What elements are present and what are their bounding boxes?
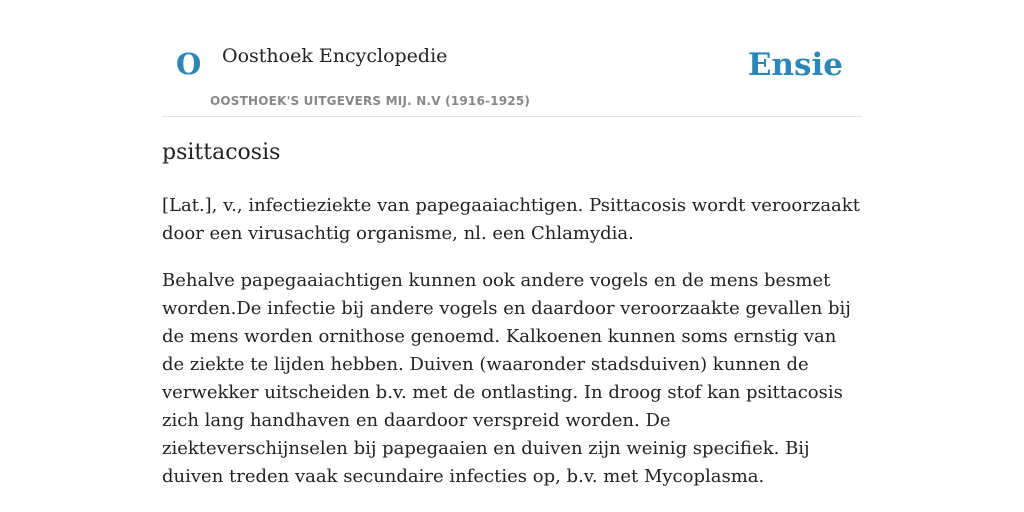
entry-title: psittacosis <box>162 140 281 165</box>
publisher-label: OOSTHOEK'S UITGEVERS MIJ. N.V (1916-1925) <box>210 94 531 108</box>
entry-body <box>162 192 862 510</box>
header <box>162 0 862 117</box>
page-container <box>162 0 862 487</box>
logo-letter-icon[interactable]: O <box>176 47 202 81</box>
ensie-brand-logo[interactable]: Ensie <box>747 47 843 83</box>
entry-paragraph: [Lat.], v., infectieziekte van papegaaiachtigen. Psittacosis wordt veroorzaakt door een virusachtig organisme, nl. een Chlamydia. <box>162 195 860 244</box>
site-title-link[interactable]: Oosthoek Encyclopedie <box>222 45 448 67</box>
entry-paragraph: Behalve papegaaiachtigen kunnen ook andere vogels en de mens besmet worden.De infectie bij andere vogels en daardoor veroorzaakte gevallen bij de mens worden ornithose genoemd. Kalkoenen kunnen soms ernstig van de ziekte te lijden hebben. Duiven (waaronder stadsduiven) kunnen de verwekker uitscheiden b.v. met de ontlasting. In droog stof kan psittacosis zich lang handhaven en daardoor verspreid worden. De ziekteverschijnselen bij papegaaien en duiven zijn weinig specifiek. Bij duiven treden vaak secundaire infecties op, b.v. met Mycoplasma. <box>162 270 851 487</box>
